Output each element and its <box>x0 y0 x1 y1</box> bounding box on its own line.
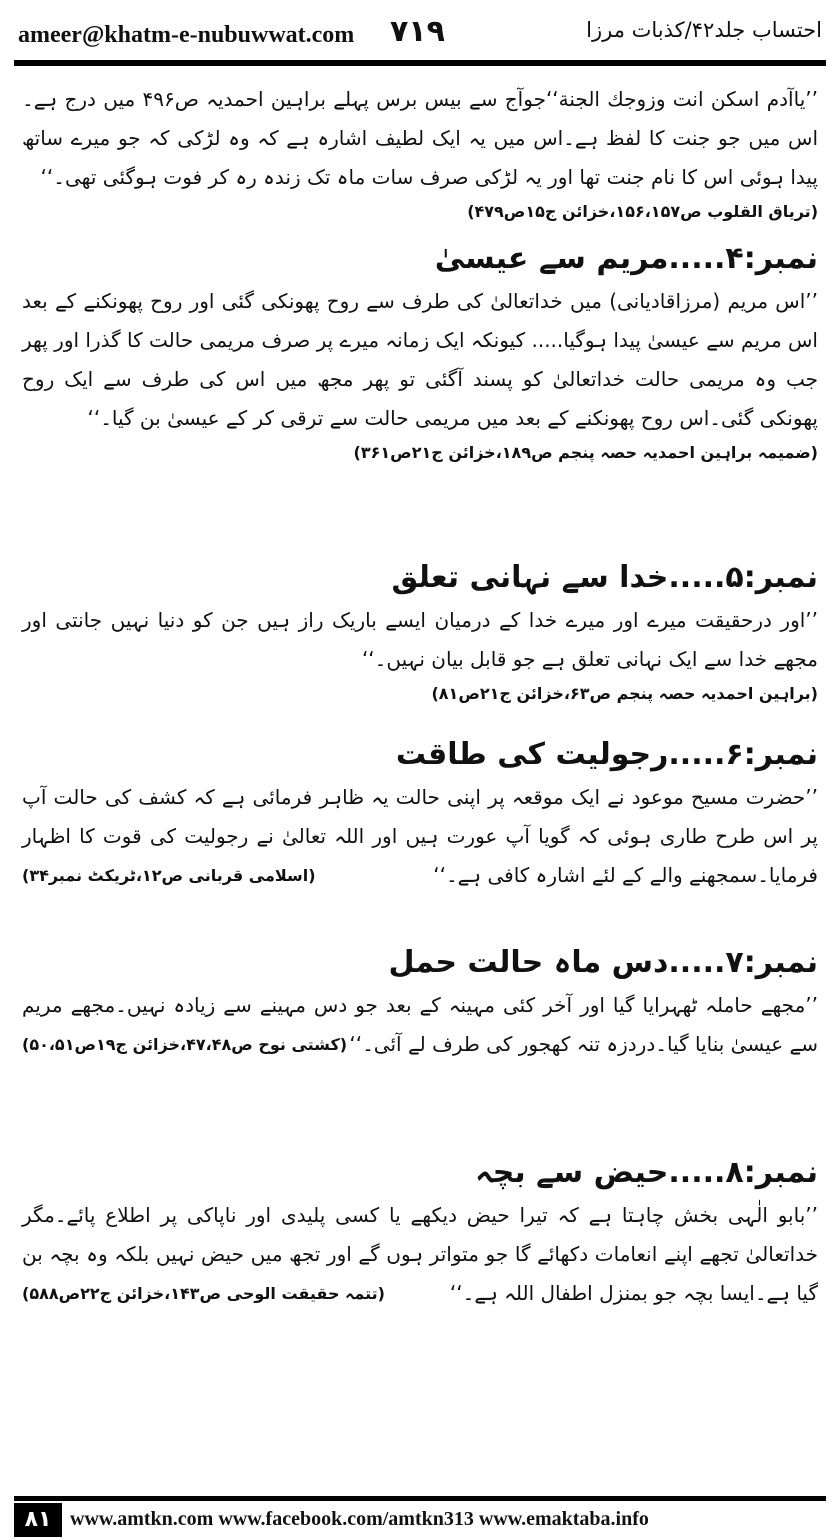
header-page-number: ۷۱۹ <box>390 14 445 49</box>
header-rule <box>14 60 826 66</box>
quote-text: ’’اس مریم (مرزاقادیانی) میں خداتعالیٰ کی طرف سے روح پھونکی گئی اور روح پھونکنے کے بعد اس مریم سے عیسیٰ پیدا ہوگیا..... کیونکہ ایک زمانہ میرے پر صرف مریمی حالت کا گذرا اور پھر جب وہ مریمی حالت خداتعالیٰ کو پسند آگئی تو پھر مجھ میں اس کی طرف سے ایک روح پھونکی گئی۔اس روح پھونکنے کے بعد میں مریمی حالت سے ترقی کر کے عیسیٰ بن گیا۔‘‘ <box>22 289 818 430</box>
quote-text <box>22 986 818 1064</box>
reference: (کشتی نوح ص۴۷،۴۸،خزائن ج۱۹ص۵۰،۵۱) <box>22 1035 348 1054</box>
section-8 <box>22 1150 818 1313</box>
section-heading: نمبر:۶.....رجولیت کی طاقت <box>395 737 818 772</box>
section-heading: نمبر:۴.....مریم سے عیسیٰ <box>434 241 818 276</box>
reference: (اسلامی قربانی ص۱۲،ٹریکٹ نمبر۳۴) <box>22 866 316 885</box>
footer-rule <box>14 1496 826 1501</box>
section-4 <box>22 236 818 468</box>
section-heading: نمبر:۷.....دس ماہ حالت حمل <box>388 945 818 980</box>
page-header <box>18 8 822 58</box>
quote-body: ’’مجھے حاملہ ٹھہرایا گیا اور آخر کئی مہینہ کے بعد جو دس مہینے سے زیادہ نہیں۔مجھے مریم سے عیسیٰ بنایا گیا۔دردزہ تنہ کھجور کی طرف لے آئی۔‘‘ <box>22 993 818 1056</box>
header-email[interactable]: ameer@khatm-e-nubuwwat.com <box>18 22 355 48</box>
section-6 <box>22 732 818 895</box>
quote-text <box>22 1196 818 1313</box>
header-book-title: احتساب جلد۴۲/کذبات مرزا <box>586 18 822 42</box>
section-heading: نمبر:۵.....خدا سے نہانی تعلق <box>391 560 818 595</box>
reference: (تریاق القلوب ص۱۵۶،۱۵۷،خزائن ج۱۵ص۴۷۹) <box>467 202 818 221</box>
footer-page-number: ۸۱ <box>14 1503 62 1537</box>
section-heading: نمبر:۸.....حیض سے بچہ <box>475 1155 818 1190</box>
quote-body: ’’حضرت مسیح موعود نے ایک موقعہ پر اپنی حالت یہ ظاہر فرمائی ہے کہ کشف کی حالت آپ پر اس طرح طاری ہوئی کہ گویا آپ عورت ہیں اور اللہ تعالیٰ نے رجولیت کی قوت کا اظہار فرمایا۔سمجھنے والے کے لئے اشارہ کافی ہے۔‘‘ <box>22 785 818 887</box>
footer-links[interactable]: www.amtkn.com www.facebook.com/amtkn313 www.emaktaba.info <box>70 1508 649 1530</box>
reference: (تتمہ حقیقت الوحی ص۱۴۳،خزائن ج۲۲ص۵۸۸) <box>22 1284 385 1303</box>
quote-text: ’’اور درحقیقت میرے اور میرے خدا کے درمیان ایسے باریک راز ہیں جن کو دنیا نہیں جانتی اور مجھے خدا سے ایک نہانی تعلق ہے جو قابل بیان نہیں۔‘‘ <box>22 608 818 671</box>
section-5 <box>22 555 818 709</box>
section-7 <box>22 940 818 1064</box>
reference: (براہین احمدیہ حصہ پنجم ص۶۳،خزائن ج۲۱ص۸۱) <box>431 684 818 703</box>
section-continuation <box>22 80 818 227</box>
reference: (ضمیمہ براہین احمدیہ حصہ پنجم ص۱۸۹،خزائن ج۲۱ص۳۶۱) <box>353 443 818 462</box>
quote-body: ’’بابو الٰہی بخش چاہتا ہے کہ تیرا حیض دیکھے یا کسی پلیدی اور ناپاکی پر اطلاع پائے۔مگر خداتعالیٰ تجھے اپنے انعامات دکھائے گا جو متواتر ہوں گے اور تجھ میں حیض نہیں بلکہ وہ بچہ بن گیا ہے۔ایسا بچہ جو بمنزل اطفال اللہ ہے۔‘‘ <box>22 1203 818 1305</box>
quote-text <box>22 778 818 895</box>
quote-text: ’’یاآدم اسکن انت وزوجك الجنة‘‘جوآج سے بیس برس پہلے براہین احمدیہ ص۴۹۶ میں درج ہے۔اس میں جو جنت کا لفظ ہے۔اس میں یہ ایک لطیف اشارہ ہے کہ وہ لڑکی کہ جو میرے ساتھ پیدا ہوئی اس کا نام جنت تھا اور یہ لڑکی صرف سات ماہ تک زندہ رہ کر فوت ہوگئی تھی۔‘‘ <box>22 87 818 189</box>
